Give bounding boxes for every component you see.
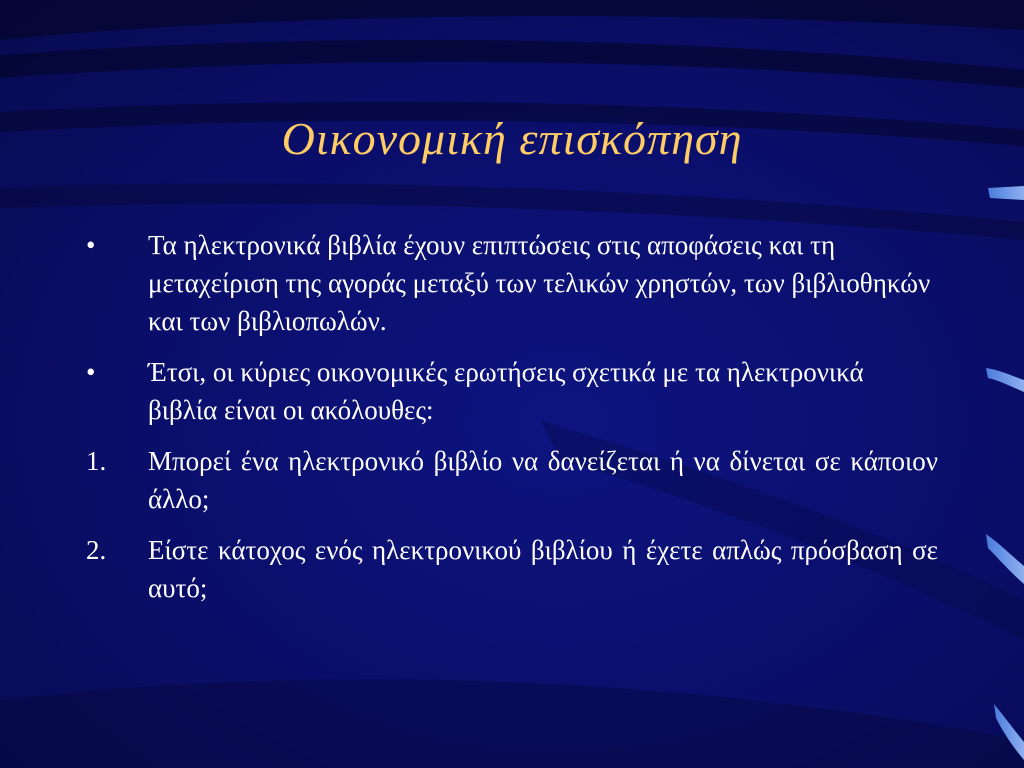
list-item xyxy=(86,353,938,429)
swoosh-tail-2 xyxy=(986,368,1024,392)
slide-content xyxy=(86,226,938,620)
list-item-text: Έτσι, οι κύριες οικονομικές ερωτήσεις σχετικά με τα ηλεκτρονικά βιβλία είναι οι ακόλουθες: xyxy=(148,357,864,425)
list-item-text: Τα ηλεκτρονικά βιβλία έχουν επιπτώσεις στις αποφάσεις και τη μεταχείριση της αγοράς μεταξύ των τελικών χρηστών, των βιβλιοθηκών και των βιβλιοπωλών. xyxy=(148,230,931,336)
bullet-marker: • xyxy=(86,230,96,260)
number-marker: 2. xyxy=(86,535,107,565)
list-item xyxy=(86,531,938,607)
slide-title: Οικονομική επισκόπηση xyxy=(281,113,743,164)
list-item xyxy=(86,226,938,340)
number-marker: 1. xyxy=(86,446,107,476)
bullet-marker: • xyxy=(86,357,96,387)
swoosh-tail-3 xyxy=(986,534,1024,584)
swoosh-tail-1 xyxy=(988,186,1024,200)
list-item-text: Είστε κάτοχος ενός ηλεκτρονικού βιβλίου ή έχετε απλώς πρόσβαση σε αυτό; xyxy=(148,535,938,603)
list-item xyxy=(86,442,938,518)
list-item-text: Μπορεί ένα ηλεκτρονικό βιβλίο να δανείζεται ή να δίνεται σε κάποιον άλλο; xyxy=(148,446,938,514)
